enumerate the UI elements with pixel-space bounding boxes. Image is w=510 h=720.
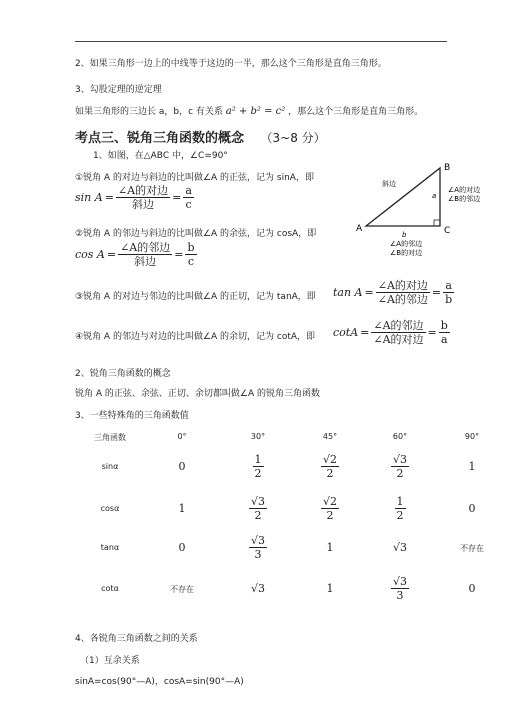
table-value-cell: 1 — [326, 582, 334, 595]
vertex-A: A — [356, 224, 363, 234]
def-sin-text: ①锐角 A 的对边与斜边的比叫做∠A 的正弦，记为 sinA，即 — [75, 173, 314, 183]
table-value-cell: 1 — [178, 502, 186, 515]
adjacent-label-2: ∠B的对边 — [390, 249, 423, 257]
formula-sin-lhs: sin A — [75, 191, 103, 204]
formula-cot-lhs: cotA — [333, 326, 359, 339]
def-cot-text: ④锐角 A 的邻边与对边的比叫做∠A 的余切，记为 cotA，即 — [75, 332, 316, 342]
table-value-cell: 0 — [178, 541, 186, 554]
table-row-label: cotα — [101, 584, 119, 593]
special-values-title: 3、一些特殊角的三角函数值 — [75, 411, 189, 421]
formula-cot-num2: b — [440, 319, 448, 332]
table-fraction-denominator: 2 — [396, 467, 404, 480]
formula-tan-den: ∠A的邻边 — [377, 293, 428, 306]
formula-sin-frac2 — [183, 184, 194, 211]
formula-sin: sin A = $\frac{\text{∠A的对边}}{\text{斜边}}$ = $\frac{a}{c}$ — [75, 184, 192, 211]
table-value-cell: √3 — [392, 541, 407, 554]
table-fraction-numerator: √3 — [250, 495, 265, 508]
table-value-cell — [375, 575, 425, 602]
table-row-label: cosα — [100, 504, 120, 513]
formula-cot-num: ∠A的邻边 — [373, 319, 424, 332]
table-fraction-numerator: √2 — [322, 495, 337, 508]
relations-formula: sinA=cos(90°—A)，cosA=sin(90°—A) — [75, 677, 244, 687]
table-value-cell — [305, 495, 355, 522]
table-value-cell: 1 — [468, 460, 476, 473]
formula-sin-den: 斜边 — [132, 198, 154, 211]
hypotenuse-label: 斜边 — [382, 180, 396, 188]
formula-cot-frac1 — [371, 319, 425, 346]
text-line-3 — [75, 106, 423, 118]
opposite-label-2: ∠B的邻边 — [448, 195, 481, 203]
section-heading — [75, 130, 326, 147]
table-row-label: sinα — [101, 462, 119, 471]
formula-tan-frac2 — [443, 279, 454, 306]
relations-subtitle: （1）互余关系 — [80, 656, 140, 666]
formula-cos-den: 斜边 — [134, 255, 157, 268]
formula-sin-frac1 — [116, 184, 170, 211]
table-fraction-numerator: √3 — [392, 453, 407, 466]
table-fraction — [391, 575, 409, 602]
formula-tan-num2: a — [445, 279, 452, 292]
table-fraction — [321, 453, 339, 480]
formula-cos-frac1 — [118, 241, 172, 268]
table-fraction-denominator: 2 — [254, 509, 262, 522]
table-fraction-numerator: 1 — [254, 453, 262, 466]
table-value-cell: 不存在 — [460, 544, 484, 553]
table-fraction-denominator: 2 — [396, 509, 404, 522]
vertex-C: C — [444, 226, 451, 236]
formula-tan-frac1 — [376, 279, 430, 306]
table-fraction — [253, 453, 264, 480]
table-value-cell: 1 — [326, 541, 334, 554]
table-header-cell: 60° — [392, 432, 408, 441]
formula-cot-frac2 — [439, 319, 450, 346]
heading-points: （3~8 分） — [260, 131, 326, 145]
table-fraction — [391, 453, 409, 480]
side-a-label: a — [432, 192, 437, 200]
formula-sin-den2: c — [185, 198, 192, 211]
table-value-cell — [375, 495, 425, 522]
text-line-3b: ，那么这个三角形是直角三角形。 — [288, 107, 424, 117]
table-value-cell: 不存在 — [170, 585, 194, 594]
side-b-label: b — [402, 231, 407, 239]
def-cos-text: ②锐角 A 的邻边与斜边的比叫做∠A 的余弦，记为 cosA，即 — [75, 229, 317, 239]
table-header-cell: 45° — [322, 432, 338, 441]
table-value-cell — [233, 534, 283, 561]
pythag-formula: a² + b² = c² — [225, 106, 286, 117]
concept-title: 2、锐角三角函数的概念 — [75, 369, 171, 379]
def-tan-text: ③锐角 A 的对边与邻边的比叫做∠A 的正切，记为 tanA，即 — [75, 292, 316, 302]
formula-tan-lhs: tan A — [333, 286, 363, 299]
table-fraction-numerator: √3 — [392, 575, 407, 588]
table-fraction-denominator: 2 — [254, 467, 262, 480]
triangle-shape — [366, 168, 440, 226]
table-value-cell: 0 — [468, 502, 476, 515]
text-line-3a: 如果三角形的三边长 a，b，c 有关系 — [75, 107, 223, 117]
adjacent-label-1: ∠A的邻边 — [390, 240, 423, 248]
formula-cos-num: ∠A的邻边 — [120, 241, 171, 254]
text-line-4: 1、如图，在△ABC 中，∠C=90° — [93, 151, 228, 161]
formula-cot-den: ∠A的对边 — [373, 333, 424, 346]
table-fraction — [249, 534, 267, 561]
right-angle-mark — [434, 220, 440, 226]
table-fraction-denominator: 3 — [396, 589, 404, 602]
formula-cos-den2: c — [187, 255, 195, 268]
table-value-cell — [233, 495, 283, 522]
table-value-cell: 0 — [178, 460, 186, 473]
formula-cos-lhs: cos A — [75, 248, 105, 261]
table-value-cell — [375, 453, 425, 480]
table-value-cell: 0 — [468, 582, 476, 595]
table-row-label: tanα — [100, 543, 120, 552]
heading-title: 考点三、锐角三角函数的概念 — [75, 131, 245, 146]
text-line-2: 3、勾股定理的逆定理 — [75, 85, 162, 95]
formula-cos-frac2 — [185, 241, 196, 268]
table-header-cell: 30° — [250, 432, 266, 441]
table-fraction-numerator: 1 — [396, 495, 404, 508]
top-rule — [75, 41, 447, 42]
table-fraction-denominator: 3 — [254, 548, 262, 561]
table-header-cell: 90° — [464, 432, 480, 441]
text-line-1: 2、如果三角形一边上的中线等于这边的一半，那么这个三角形是直角三角形。 — [75, 59, 387, 69]
vertex-B: B — [444, 163, 451, 173]
right-triangle-diagram — [330, 158, 490, 270]
table-value-cell: √3 — [250, 582, 265, 595]
formula-cot: cotA = $\frac{\text{∠A的邻边}}{\text{∠A的对边}}$ = $\frac{b}{a}$ — [333, 319, 448, 346]
table-header-cell: 0° — [177, 432, 187, 441]
formula-sin-num2: a — [185, 184, 192, 197]
concept-text: 锐角 A 的正弦、余弦、正切、余切都叫做∠A 的锐角三角函数 — [75, 389, 320, 399]
formula-sin-num: ∠A的对边 — [117, 184, 169, 197]
opposite-label-1: ∠A的对边 — [448, 186, 481, 194]
table-fraction-numerator: √2 — [322, 453, 337, 466]
table-value-cell — [305, 453, 355, 480]
table-fraction-numerator: √3 — [250, 534, 265, 547]
table-fraction — [395, 495, 406, 522]
table-fraction — [249, 495, 267, 522]
formula-cos: cos A = $\frac{\text{∠A的邻边}}{\text{斜边}}$ = $\frac{b}{c}$ — [75, 241, 195, 268]
formula-cos-num2: b — [187, 241, 195, 254]
formula-tan: tan A = $\frac{\text{∠A的对边}}{\text{∠A的邻边}}$ = $\frac{a}{b}$ — [333, 279, 453, 306]
formula-tan-den2: b — [445, 293, 453, 306]
table-value-cell — [233, 453, 283, 480]
table-header-cell: 三角函数 — [94, 433, 126, 442]
table-fraction-denominator: 2 — [326, 467, 334, 480]
relations-title: 4、各锐角三角函数之间的关系 — [75, 634, 198, 644]
table-fraction — [321, 495, 339, 522]
table-fraction-denominator: 2 — [326, 509, 334, 522]
formula-cot-den2: a — [441, 333, 448, 346]
formula-tan-num: ∠A的对边 — [377, 279, 428, 292]
